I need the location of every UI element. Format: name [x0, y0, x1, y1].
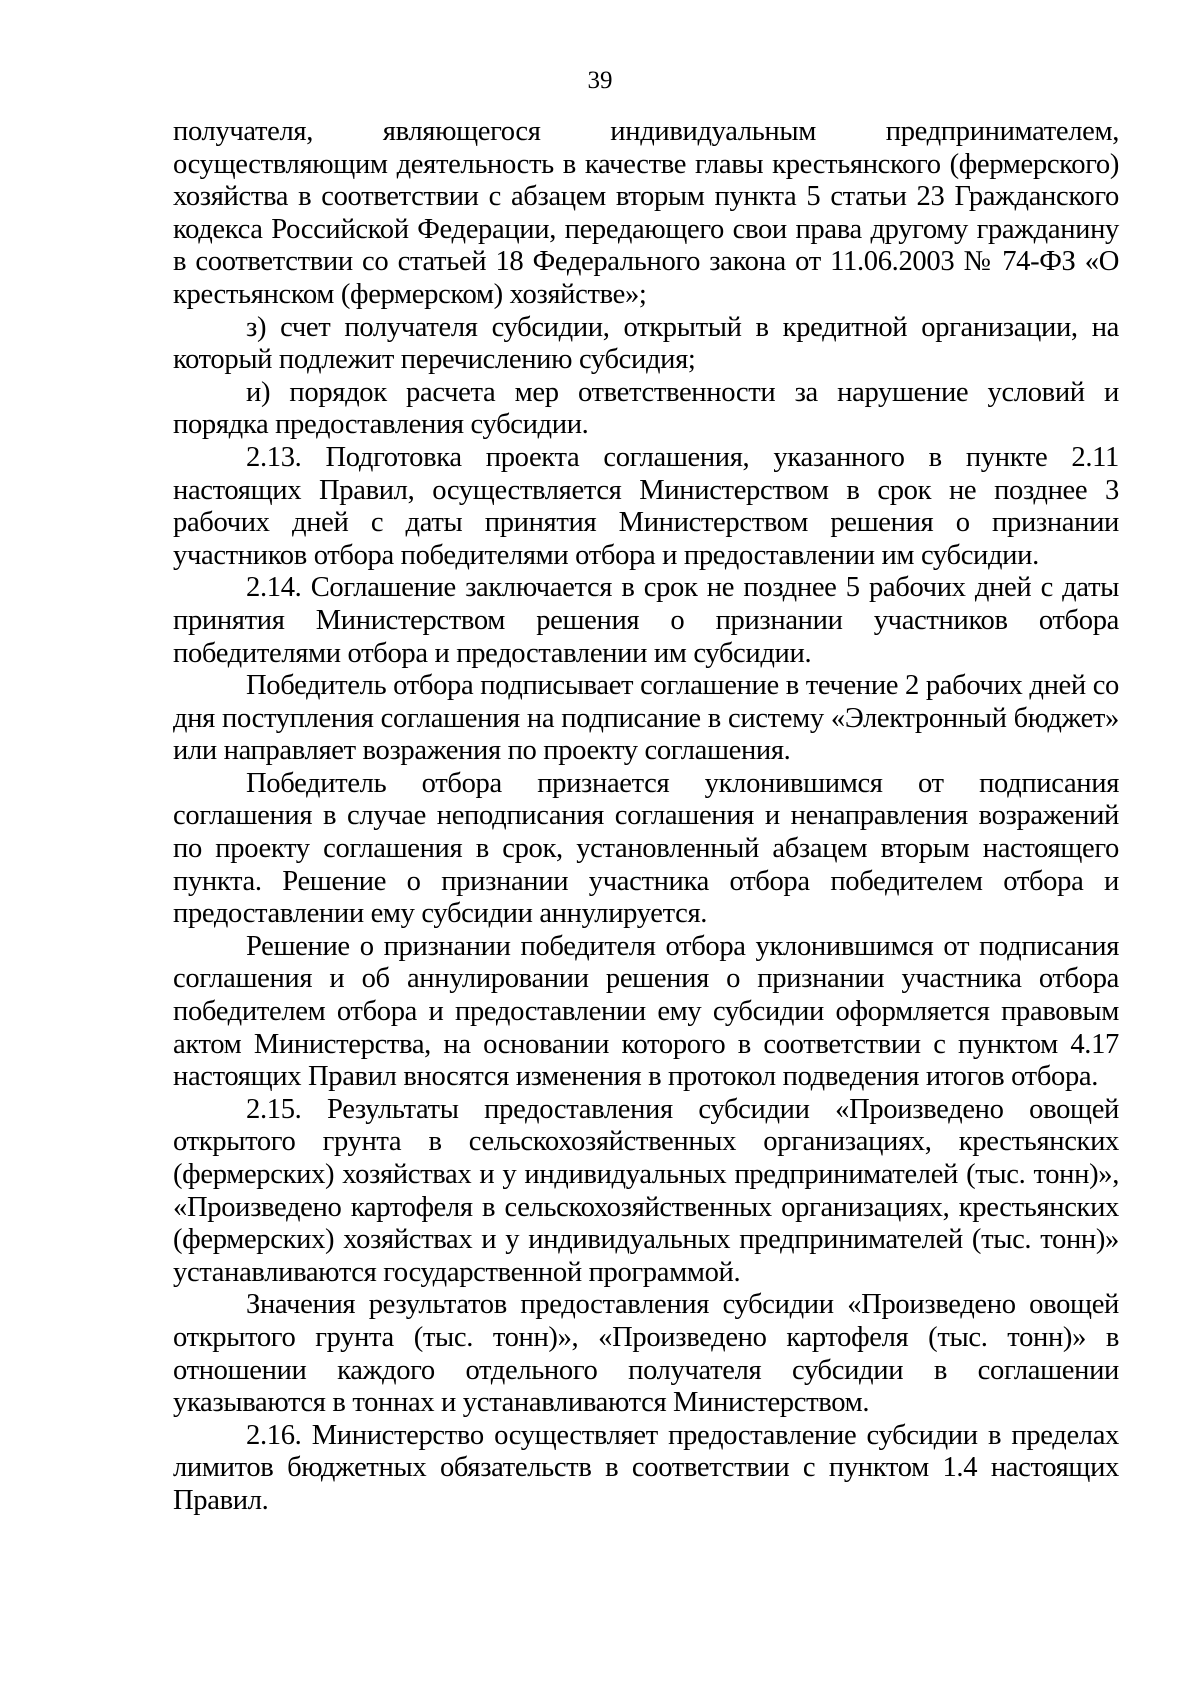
paragraph-clause-2-16: 2.16. Министерство осуществляет предоставление субсидии в пределах лимитов бюджетных обязательств в соответствии с пунктом 1.4 настоящих Правил. — [173, 1419, 1119, 1516]
paragraph-result-values: Значения результатов предоставления субсидии «Произведено овощей открытого грунта (тыс. тонн)», «Произведено картофеля (тыс. тонн)» в отношении каждого отдельного получателя субсидии в соглашении указываются в тоннах и устанавливаются Министерством. — [173, 1289, 1119, 1419]
paragraph-clause-2-13: 2.13. Подготовка проекта соглашения, указанного в пункте 2.11 настоящих Правил, осуществляется Министерством в срок не позднее 3 рабочих дней с даты принятия Министерством решения о признании участников отбора победителями отбора и предоставлении им субсидии. — [173, 441, 1119, 571]
paragraph-item-z: з) счет получателя субсидии, открытый в кредитной организации, на который подлежит перечислению субсидия; — [173, 311, 1119, 376]
paragraph-winner-evades: Победитель отбора признается уклонившимся от подписания соглашения в случае неподписания соглашения и ненаправления возражений по проекту соглашения в срок, установленный абзацем вторым настоящего пункта. Решение о признании участника отбора победителем отбора и предоставлении ему субсидии аннулируется. — [173, 767, 1119, 930]
paragraph-continuation: получателя, являющегося индивидуальным предпринимателем, осуществляющим деятельность в качестве главы крестьянского (фермерского) хозяйства в соответствии с абзацем вторым пункта 5 статьи 23 Гражданского кодекса Российской Федерации, передающего свои права другому гражданину в соответствии со статьей 18 Федерального закона от 11.06.2003 № 74-ФЗ «О крестьянском (фермерском) хозяйстве»; — [173, 116, 1119, 310]
paragraph-item-i: и) порядок расчета мер ответственности за нарушение условий и порядка предоставления субсидии. — [173, 376, 1119, 441]
paragraph-winner-signs: Победитель отбора подписывает соглашение в течение 2 рабочих дней со дня поступления соглашения на подписание в систему «Электронный бюджет» или направляет возражения по проекту соглашения. — [173, 670, 1119, 767]
paragraph-clause-2-14: 2.14. Соглашение заключается в срок не позднее 5 рабочих дней с даты принятия Министерством решения о признании участников отбора победителями отбора и предоставлении им субсидии. — [173, 572, 1119, 669]
paragraph-clause-2-15: 2.15. Результаты предоставления субсидии «Произведено овощей открытого грунта в сельскохозяйственных организациях, крестьянских (фермерских) хозяйствах и у индивидуальных предпринимателей (тыс. тонн)», «Произведено картофеля в сельскохозяйственных организациях, крестьянских (фермерских) хозяйствах и у индивидуальных предпринимателей (тыс. тонн)» устанавливаются государственной программой. — [173, 1093, 1119, 1288]
page-number: 39 — [587, 67, 613, 94]
paragraph-decision-annulment: Решение о признании победителя отбора уклонившимся от подписания соглашения и об аннулировании решения о признании участника отбора победителем отбора и предоставлении ему субсидии оформляется правовым актом Министерства, на основании которого в соответствии с пунктом 4.17 настоящих Правил вносятся изменения в протокол подведения итогов отбора. — [173, 930, 1119, 1093]
document-body — [173, 116, 1119, 1518]
